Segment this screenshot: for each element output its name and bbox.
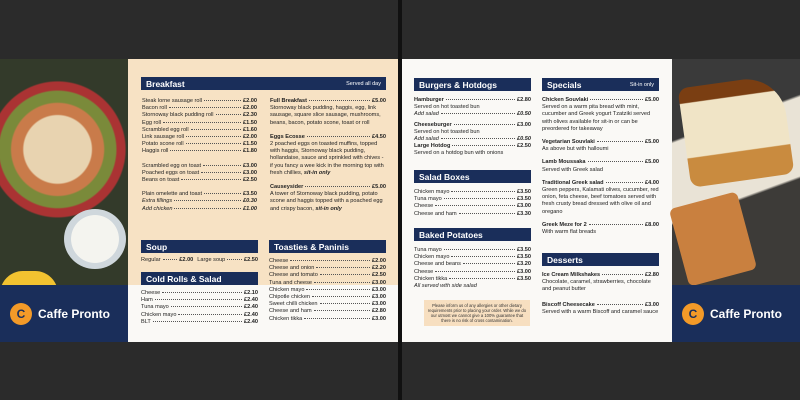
menu-item: Link sausage roll £2.00 [142, 134, 257, 141]
food-photo-wrap [0, 59, 128, 285]
section-note: Sit-in only [629, 81, 654, 88]
breakfast-rolls-list [142, 98, 257, 213]
allergy-notice: Please inform us of any allergies or other dietary requirements prior to placing your order. While we do our utmost we cannot give a 100% guarantee that there is no risk of cross contamination. [424, 300, 530, 326]
menu-item: Full Breakfast £5.00 [270, 98, 386, 104]
menu-item: Chipotle chicken £3.00 [269, 294, 386, 301]
menu-item: Chicken mayo £2.40 [141, 311, 258, 318]
menu-item: Add chicken £1.00 [142, 205, 257, 212]
specials-list [542, 97, 659, 242]
burgers-list [414, 97, 531, 158]
menu-item: Hamburger £2.80 [414, 97, 531, 103]
menu-item: Cheese £2.00 [269, 258, 386, 264]
item-description: 2 poached eggs on toasted muffins, topped with haggis, Stornoway black pudding, hollandaise, sauce and sprinkled with chives - if you fancy a wee kick in the morning top with fresh chillies, sit-in only [270, 141, 384, 176]
item-description: Served on a warm pita bread with mint, cucumber and Greek yogurt Tzatziki served with olives available for sit-in or can be preordered for takeaway [542, 104, 651, 132]
menu-item: Cheese and beans £3.20 [414, 261, 531, 268]
menu-page-left [0, 59, 398, 342]
soup-header [141, 240, 258, 253]
section-title: Toasties & Paninis [274, 241, 349, 252]
dessert-photo [672, 59, 800, 285]
breakfast-header [141, 77, 386, 90]
menu-item: Poached eggs on toast £3.00 [142, 169, 257, 176]
menu-item: Biscoff Cheesecake £3.00 [542, 301, 659, 308]
brand-name: Caffe Pronto [710, 306, 782, 321]
item-description: A tower of Stornoway black pudding, potato scone and haggis topped with a poached egg and crispy bacon, sit-in only [270, 191, 383, 212]
menu-item: Cheese and tomato £2.50 [269, 272, 386, 279]
salad-boxes-header [414, 170, 531, 183]
menu-item: Cheese £3.00 [414, 203, 531, 210]
menu-item: Stornoway black pudding roll £2.30 [142, 112, 257, 119]
item-description: Green peppers, Kalamati olives, cucumber, red onion, feta cheese, beef tomatoes served with fresh crusty bread dressed with olive oil and oregano [542, 187, 659, 215]
section-title: Breakfast [146, 78, 185, 89]
item-description: Served on hot toasted bun [414, 128, 480, 135]
menu-item: Chicken mayo £3.50 [414, 189, 531, 195]
menu-item: Lamb Moussaka £5.00 [542, 159, 659, 166]
menu-item: Egg roll £1.50 [142, 119, 257, 126]
burgers-header [414, 78, 531, 91]
menu-item: Tuna mayo £3.50 [414, 196, 531, 203]
menu-item: Greek Meze for 2 £8.00 [542, 221, 659, 228]
item-description: Stornoway black pudding, haggis, egg, link sausage, square slice sausage, mushrooms, beans, bacon, potato scone, toast or roll [270, 105, 381, 126]
menu-item: Cheese and onion £2.20 [269, 265, 386, 272]
menu-item: Large Hotdog £2.50 [414, 143, 531, 150]
menu-item: Steak lorne sausage roll £2.00 [142, 98, 257, 104]
menu-item: Ice Cream Milkshakes £2.80 [542, 272, 659, 278]
toasties-list [269, 258, 386, 323]
menu-item: Chicken mayo £3.00 [269, 286, 386, 293]
menu-item: Add salad £0.50 [414, 111, 531, 118]
menu-item: Cheese £2.10 [141, 290, 258, 296]
section-title: Specials [547, 79, 582, 90]
section-title: Baked Potatoes [419, 229, 483, 240]
section-note: Served all day [346, 80, 381, 87]
item-description: Chocolate, caramel, strawberries, chocolate and peanut butter [542, 279, 651, 293]
breakfast-mains [270, 98, 386, 213]
section-title: Soup [146, 241, 168, 252]
logo-icon: C [682, 303, 704, 325]
menu-item: Cheese and ham £2.80 [269, 308, 386, 315]
baked-potatoes-note: All served with side salad [414, 283, 477, 290]
item-description: Served with Greek salad [542, 166, 603, 173]
baked-potatoes-list [414, 247, 531, 283]
menu-item: Extra fillings £0.30 [142, 198, 257, 205]
menu-item: Chicken tikka £3.50 [414, 275, 531, 282]
menu-item: Tuna mayo £2.40 [141, 304, 258, 311]
section-title: Desserts [547, 254, 583, 265]
menu-item: Scrambled egg roll £1.60 [142, 126, 257, 133]
menu-item: Add salad £0.50 [414, 136, 531, 143]
menu-item: Potato scone roll £1.50 [142, 141, 257, 148]
menu-item: Vegetarian Souvlaki £5.00 [542, 139, 659, 146]
menu-item: Chicken Souvlaki £5.00 [542, 97, 659, 103]
menu-item: Tuna mayo £3.50 [414, 247, 531, 253]
section-title: Salad Boxes [419, 171, 470, 182]
desserts-list [542, 272, 659, 324]
section-title: Burgers & Hotdogs [419, 79, 497, 90]
soup-prices: Regular £2.00 Large soup £2.50 [141, 257, 258, 263]
menu-item: Beans on toast £2.50 [142, 177, 257, 184]
menu-item: Tuna and cheese £3.00 [269, 279, 386, 286]
item-description: Served on a hotdog bun with onions [414, 150, 504, 157]
desserts-header [542, 253, 659, 266]
item-description: With warm flat breads [542, 229, 597, 236]
menu-item: Cheese £3.00 [414, 268, 531, 275]
brand-block-left [0, 285, 128, 342]
menu-item: Traditional Greek salad £4.00 [542, 179, 659, 186]
menu-item: BLT £2.40 [141, 318, 258, 325]
section-title: Cold Rolls & Salad [146, 273, 222, 284]
salad-boxes-list [414, 189, 531, 218]
menu-item: Chicken tikka £3.00 [269, 315, 386, 322]
menu-item: Bacon roll £2.00 [142, 105, 257, 112]
specials-header [542, 78, 659, 91]
menu-item: Ham £2.40 [141, 297, 258, 304]
menu-item: Causeysider £5.00 [270, 184, 386, 191]
logo-icon: C [10, 303, 32, 325]
item-description: Served with a warm Biscoff and caramel sauce [542, 308, 659, 315]
item-description: Served on hot toasted bun [414, 104, 480, 111]
cheesecake-image [678, 74, 795, 188]
item-description: As above but with halloumi [542, 146, 609, 153]
biscuit-image [669, 191, 757, 286]
menu-item: Plain omelette and toast £3.50 [142, 191, 257, 198]
menu-item: Scrambled egg on toast £3.00 [142, 162, 257, 169]
toasties-header [269, 240, 386, 253]
menu-item: Chicken mayo £3.50 [414, 254, 531, 261]
cold-rolls-header [141, 272, 258, 285]
menu-item: Cheese and ham £3.30 [414, 210, 531, 217]
tzatziki-dip-image [64, 209, 126, 269]
brand-block-right [672, 285, 800, 342]
brand-name: Caffe Pronto [38, 306, 110, 321]
menu-item: Eggs Ecosse £4.50 [270, 133, 386, 140]
menu-item: Haggis roll £1.80 [142, 148, 257, 155]
menu-item: Sweet chilli chicken £3.00 [269, 301, 386, 308]
cold-rolls-list [141, 290, 258, 326]
menu-item: Cheeseburger £3.00 [414, 121, 531, 128]
baked-potatoes-header [414, 228, 531, 241]
